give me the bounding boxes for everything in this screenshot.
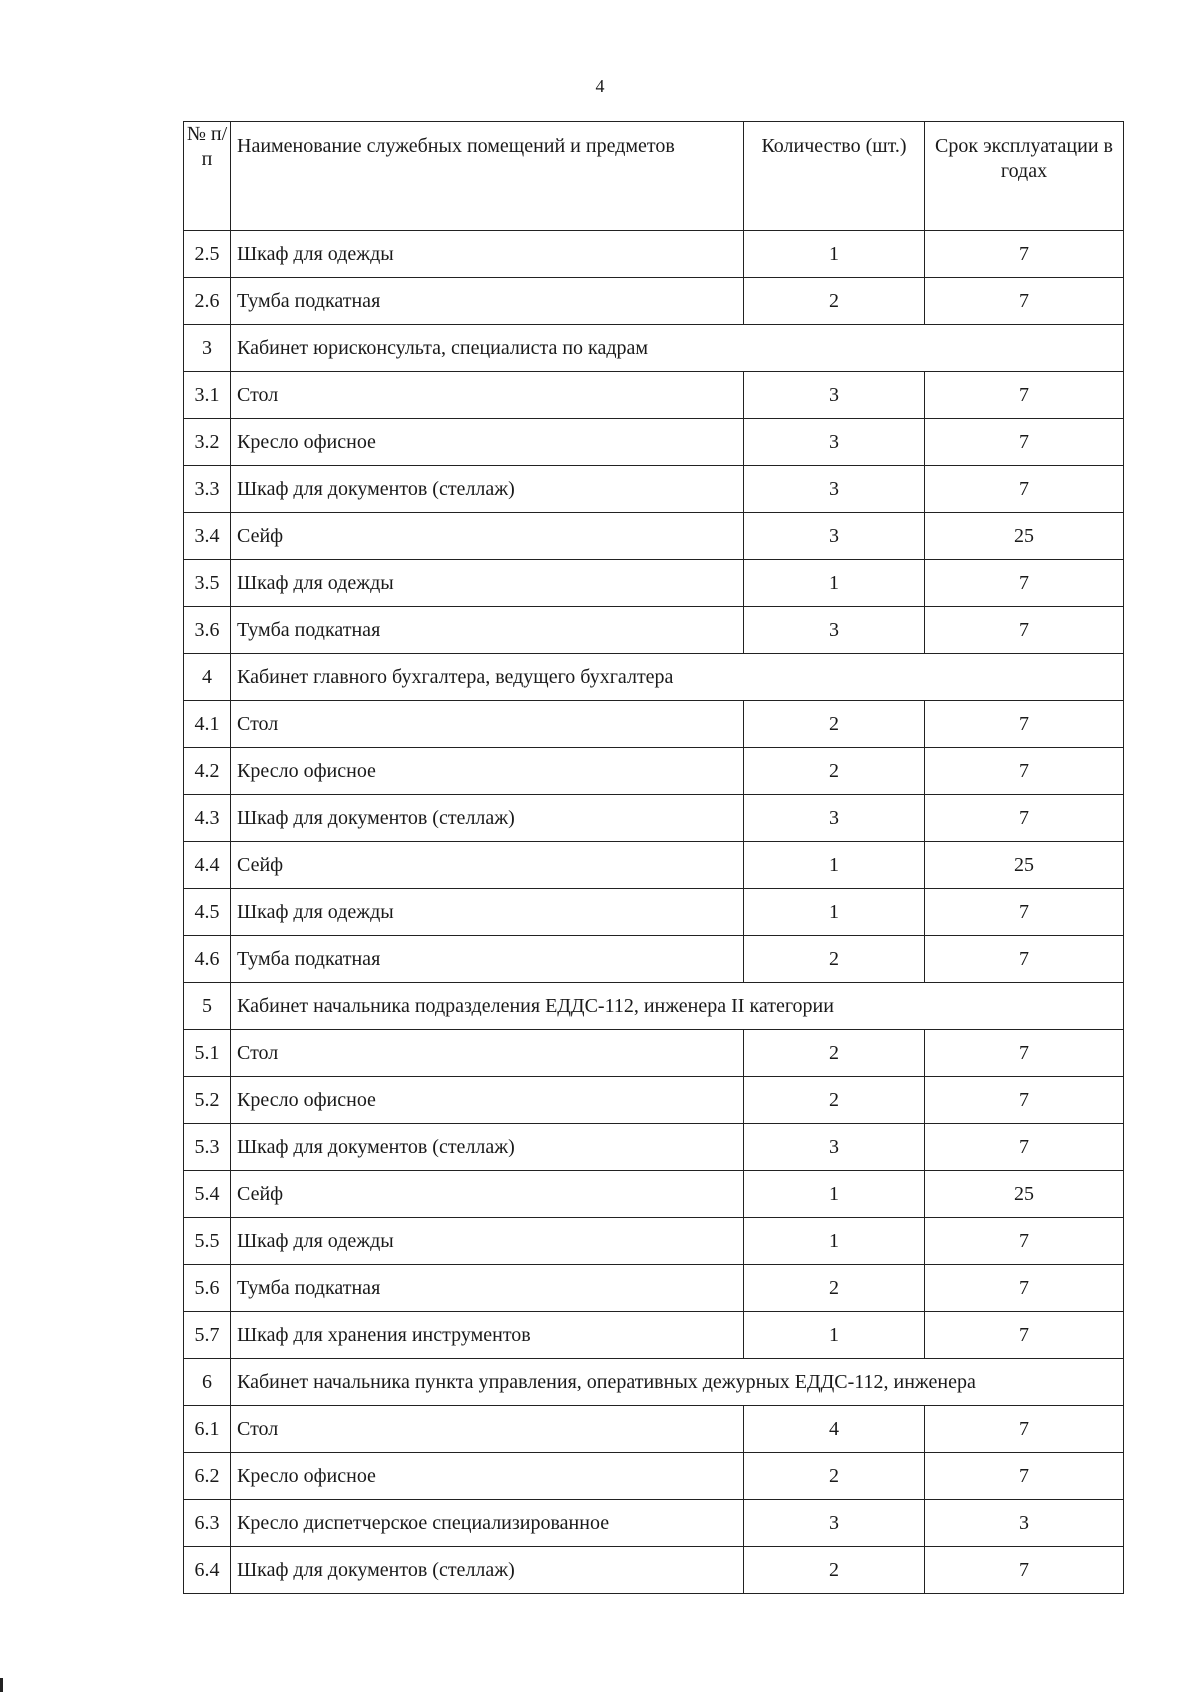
item-name: Сейф [231,513,744,560]
table-row [184,466,1124,513]
section-title: Кабинет начальника пункта управления, оперативных дежурных ЕДДС-112, инженера [231,1359,1124,1406]
row-number: 5 [184,983,231,1030]
item-name: Шкаф для документов (стеллаж) [231,1124,744,1171]
item-name: Шкаф для документов (стеллаж) [231,1547,744,1594]
row-number: 2.5 [184,231,231,278]
row-number: 6.1 [184,1406,231,1453]
inventory-table [183,121,1124,1594]
item-name: Тумба подкатная [231,607,744,654]
section-row [184,983,1124,1030]
item-quantity: 2 [744,1030,925,1077]
item-name: Тумба подкатная [231,278,744,325]
table-row [184,372,1124,419]
item-quantity: 4 [744,1406,925,1453]
item-service-life: 7 [925,560,1124,607]
item-name: Шкаф для одежды [231,231,744,278]
item-quantity: 1 [744,842,925,889]
header-service-life: Срок эксплуатации в годах [925,122,1124,231]
section-title: Кабинет главного бухгалтера, ведущего бухгалтера [231,654,1124,701]
row-number: 6 [184,1359,231,1406]
item-name: Кресло офисное [231,1453,744,1500]
table-row [184,1030,1124,1077]
item-service-life: 7 [925,795,1124,842]
row-number: 3 [184,325,231,372]
row-number: 3.2 [184,419,231,466]
item-service-life: 7 [925,1077,1124,1124]
item-quantity: 3 [744,1124,925,1171]
item-name: Шкаф для одежды [231,560,744,607]
section-title: Кабинет юрисконсульта, специалиста по кадрам [231,325,1124,372]
item-service-life: 25 [925,513,1124,560]
item-service-life: 7 [925,1547,1124,1594]
item-name: Кресло офисное [231,419,744,466]
row-number: 3.3 [184,466,231,513]
row-number: 5.4 [184,1171,231,1218]
item-service-life: 7 [925,1406,1124,1453]
item-name: Сейф [231,1171,744,1218]
item-service-life: 7 [925,278,1124,325]
row-number: 5.6 [184,1265,231,1312]
item-name: Кресло офисное [231,748,744,795]
table-row [184,513,1124,560]
header-name: Наименование служебных помещений и предметов [231,122,744,231]
item-service-life: 7 [925,889,1124,936]
item-service-life: 7 [925,701,1124,748]
item-quantity: 2 [744,1265,925,1312]
item-name: Тумба подкатная [231,936,744,983]
table-row [184,1124,1124,1171]
table-row [184,701,1124,748]
table-row [184,278,1124,325]
item-name: Стол [231,1406,744,1453]
section-row [184,654,1124,701]
item-quantity: 3 [744,513,925,560]
item-name: Сейф [231,842,744,889]
row-number: 3.5 [184,560,231,607]
item-quantity: 3 [744,795,925,842]
table-row [184,231,1124,278]
item-service-life: 7 [925,419,1124,466]
item-name: Шкаф для одежды [231,889,744,936]
item-quantity: 3 [744,607,925,654]
item-name: Стол [231,701,744,748]
table-row [184,419,1124,466]
item-name: Шкаф для документов (стеллаж) [231,795,744,842]
table-header-row [184,122,1124,231]
table-body [184,231,1124,1594]
row-number: 5.3 [184,1124,231,1171]
table-row [184,795,1124,842]
item-service-life: 7 [925,748,1124,795]
item-quantity: 2 [744,1453,925,1500]
row-number: 4.6 [184,936,231,983]
item-service-life: 25 [925,1171,1124,1218]
table-row [184,1265,1124,1312]
item-service-life: 7 [925,936,1124,983]
header-number: № п/п [184,122,231,231]
section-title: Кабинет начальника подразделения ЕДДС-112, инженера II категории [231,983,1124,1030]
item-name: Тумба подкатная [231,1265,744,1312]
item-quantity: 1 [744,1218,925,1265]
table-row [184,1547,1124,1594]
item-quantity: 3 [744,466,925,513]
table-row [184,1312,1124,1359]
row-number: 5.7 [184,1312,231,1359]
item-quantity: 3 [744,1500,925,1547]
item-quantity: 1 [744,231,925,278]
table-row [184,842,1124,889]
item-quantity: 3 [744,372,925,419]
item-quantity: 2 [744,278,925,325]
item-service-life: 7 [925,231,1124,278]
item-name: Стол [231,1030,744,1077]
row-number: 4.5 [184,889,231,936]
item-quantity: 1 [744,889,925,936]
scan-mark [0,1678,3,1692]
row-number: 6.3 [184,1500,231,1547]
row-number: 5.5 [184,1218,231,1265]
table-row [184,607,1124,654]
section-row [184,1359,1124,1406]
item-service-life: 3 [925,1500,1124,1547]
page-number: 4 [595,76,605,96]
item-quantity: 2 [744,936,925,983]
table-row [184,1406,1124,1453]
row-number: 3.6 [184,607,231,654]
row-number: 6.4 [184,1547,231,1594]
row-number: 3.1 [184,372,231,419]
row-number: 4.3 [184,795,231,842]
table-row [184,1171,1124,1218]
row-number: 4.2 [184,748,231,795]
item-service-life: 7 [925,1218,1124,1265]
item-name: Стол [231,372,744,419]
item-name: Шкаф для хранения инструментов [231,1312,744,1359]
item-name: Кресло офисное [231,1077,744,1124]
row-number: 4.4 [184,842,231,889]
item-service-life: 7 [925,1124,1124,1171]
item-quantity: 1 [744,1312,925,1359]
item-quantity: 2 [744,701,925,748]
item-quantity: 1 [744,1171,925,1218]
table-row [184,1500,1124,1547]
table-row [184,1218,1124,1265]
item-service-life: 7 [925,1265,1124,1312]
item-service-life: 7 [925,1312,1124,1359]
item-name: Шкаф для одежды [231,1218,744,1265]
table-row [184,560,1124,607]
section-row [184,325,1124,372]
item-service-life: 25 [925,842,1124,889]
item-quantity: 1 [744,560,925,607]
table-row [184,936,1124,983]
row-number: 6.2 [184,1453,231,1500]
item-service-life: 7 [925,372,1124,419]
item-quantity: 2 [744,1547,925,1594]
row-number: 3.4 [184,513,231,560]
item-service-life: 7 [925,607,1124,654]
header-quantity: Количество (шт.) [744,122,925,231]
item-quantity: 2 [744,748,925,795]
item-service-life: 7 [925,466,1124,513]
row-number: 4 [184,654,231,701]
item-service-life: 7 [925,1030,1124,1077]
item-quantity: 2 [744,1077,925,1124]
table-row [184,1077,1124,1124]
row-number: 4.1 [184,701,231,748]
row-number: 2.6 [184,278,231,325]
item-name: Кресло диспетчерское специализированное [231,1500,744,1547]
item-name: Шкаф для документов (стеллаж) [231,466,744,513]
row-number: 5.2 [184,1077,231,1124]
table-row [184,748,1124,795]
table-row [184,1453,1124,1500]
item-service-life: 7 [925,1453,1124,1500]
row-number: 5.1 [184,1030,231,1077]
item-quantity: 3 [744,419,925,466]
table-row [184,889,1124,936]
